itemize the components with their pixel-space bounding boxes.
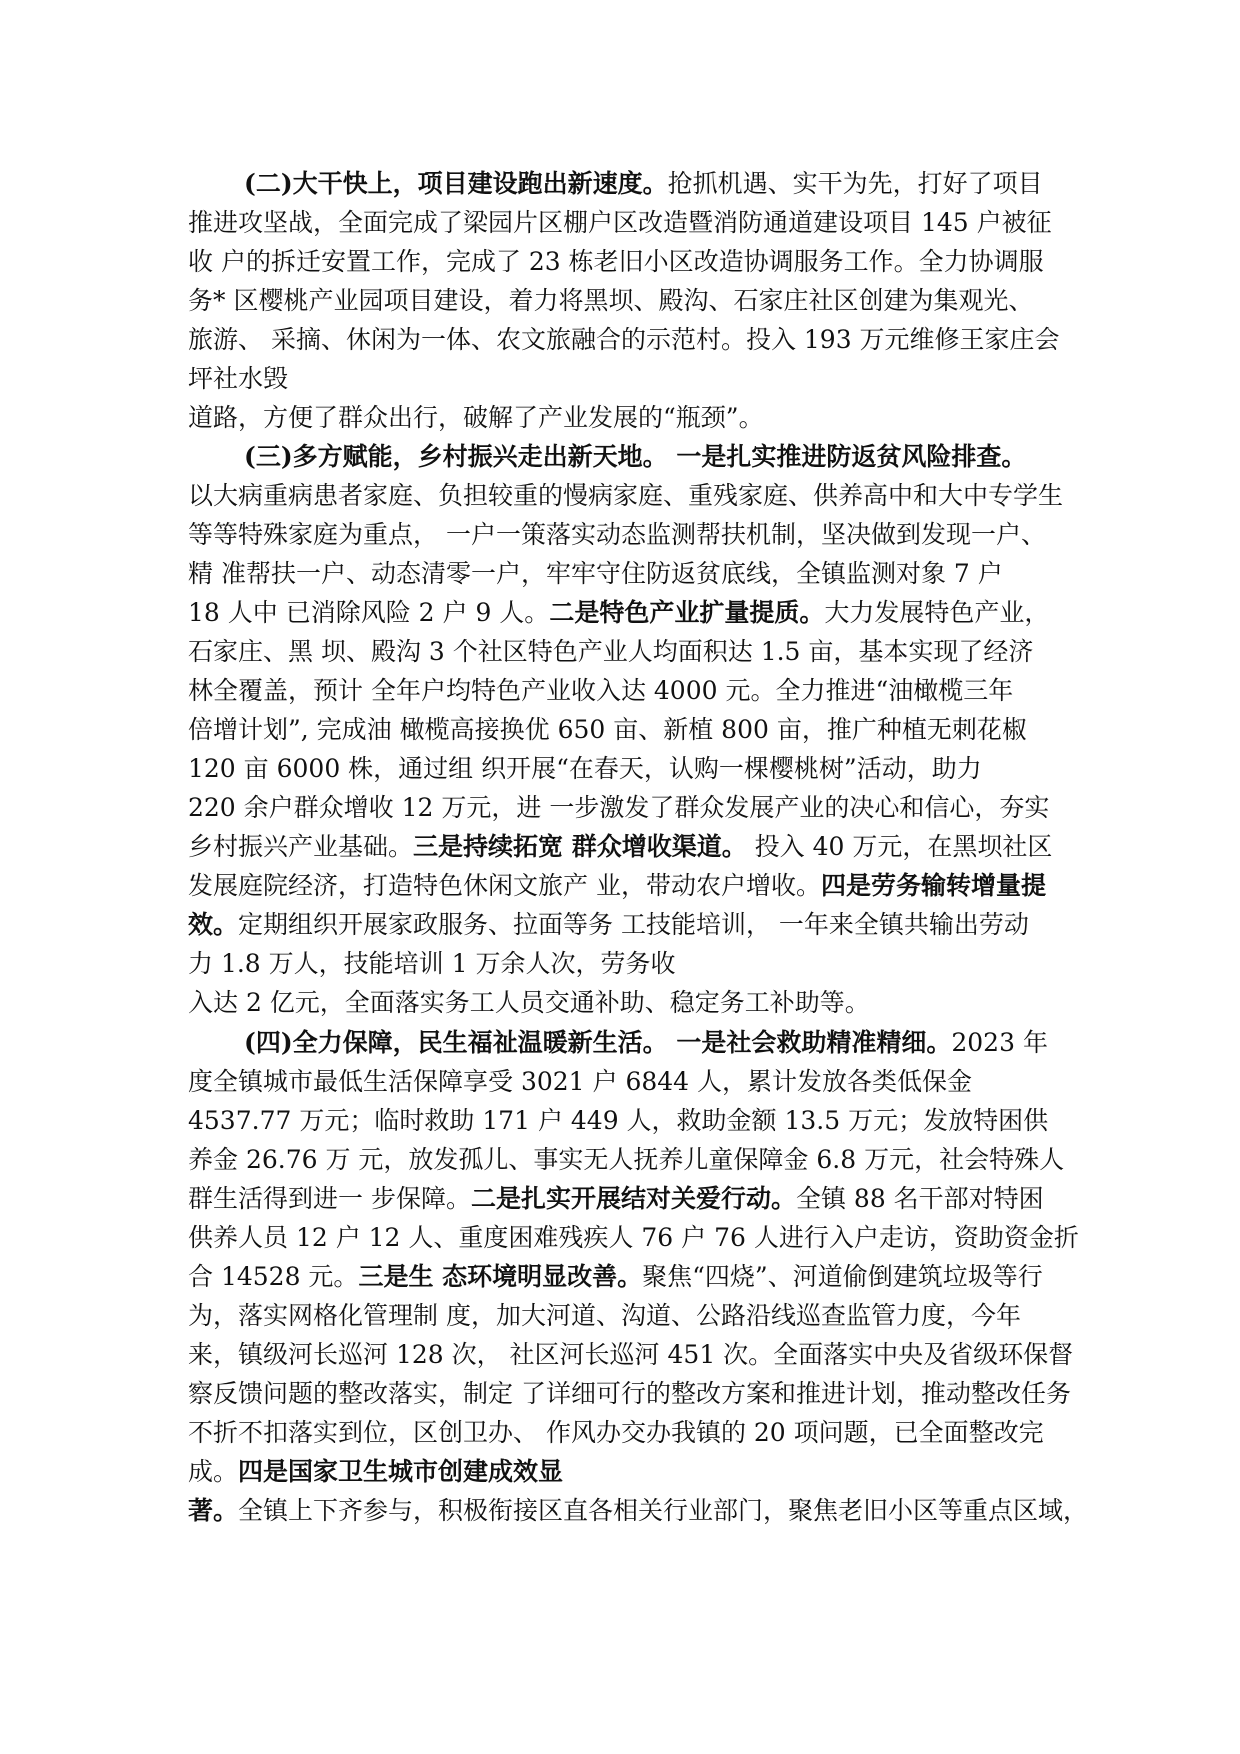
- text-run: 定期组织开展家政服务、拉面等务 工技能培训， 一年来全镇共输出劳动: [238, 910, 1029, 939]
- bold-text-run: (三)多方赋能，乡村振兴走出新天地。 一是扎实推进防返贫风险排查。: [244, 442, 1027, 471]
- text-run: 精 准帮扶一户、动态清零一户，牢牢守住防返贫底线，全镇监测对象 7 户: [188, 559, 1003, 588]
- text-run: 养金 26.76 万 元，放发孤儿、事实无人抚养儿童保障金 6.8 万元，社会特殊人: [188, 1145, 1065, 1174]
- text-run: 力 1.8 万人，技能培训 1 万余人次，劳务收: [188, 949, 676, 978]
- text-line: [188, 1062, 1058, 1101]
- text-line: [188, 1335, 1074, 1374]
- text-run: 度全镇城市最低生活保障享受 3021 户 6844 人，累计发放各类低保金: [188, 1067, 973, 1096]
- text-line: [188, 866, 1058, 905]
- bold-text-run: 二是扎实开展结对关爱行动。: [470, 1184, 796, 1213]
- text-run: 18 人中 已消除风险 2 户 9 人。: [188, 598, 550, 627]
- text-line: [188, 203, 1058, 242]
- text-line: [188, 242, 1058, 281]
- text-line: [188, 593, 1058, 632]
- text-run: 2023 年: [951, 1028, 1048, 1057]
- text-run: 为，落实网格化管理制 度，加大河道、沟道、公路沿线巡查监管力度，今年: [188, 1301, 1021, 1330]
- text-line: [188, 1218, 1079, 1257]
- text-line: [188, 320, 1058, 359]
- bold-text-run: 三是生 态环境明显改善。: [358, 1262, 643, 1291]
- text-run: 石家庄、黑 坝、殿沟 3 个社区特色产业人均面积达 1.5 亩，基本实现了经济: [188, 637, 1034, 666]
- text-run: 群生活得到进一 步保障。: [188, 1184, 471, 1213]
- text-line: [188, 1374, 1071, 1413]
- bold-text-run: 著。: [188, 1496, 239, 1525]
- text-run: 乡村振兴产业基础。: [188, 832, 414, 861]
- text-line: [188, 671, 1058, 710]
- text-run: 来，镇级河长巡河 128 次， 社区河长巡河 451 次。全面落实中央及省级环保督: [188, 1340, 1074, 1369]
- text-line: [188, 944, 1058, 983]
- bold-text-run: 二是特色产业扩量提质。: [549, 598, 825, 627]
- bold-text-run: 四是国家卫生城市创建成效显: [238, 1457, 564, 1486]
- text-line: [188, 476, 1064, 515]
- text-run: 不折不扣落实到位，区创卫办、 作风办交办我镇的 20 项问题，已全面整改完: [188, 1418, 1044, 1447]
- bold-text-run: (二)大干快上，项目建设跑出新速度。: [244, 169, 668, 198]
- text-run: 发展庭院经济，打造特色休闲文旅产 业，带动农户增收。: [188, 871, 821, 900]
- text-line: [188, 1179, 1058, 1218]
- text-line: [188, 905, 1058, 944]
- text-run: 以大病重病患者家庭、负担较重的慢病家庭、重残家庭、供养高中和大中专学生: [188, 481, 1064, 510]
- text-line: [188, 1296, 1058, 1335]
- text-run: 供养人员 12 户 12 人、重度困难残疾人 76 户 76 人进行入户走访，资助资金折: [188, 1223, 1079, 1252]
- text-line: [188, 827, 1058, 866]
- text-run: 投入 40 万元，在黑坝社区: [746, 832, 1053, 861]
- text-run: 聚焦“四烧”、河道偷倒建筑垃圾等行: [642, 1262, 1043, 1291]
- text-line: [188, 710, 1058, 749]
- text-line: [188, 632, 1058, 671]
- text-run: 察反馈问题的整改落实，制定 了详细可行的整改方案和推进计划，推动整改任务: [188, 1379, 1071, 1408]
- text-line: [188, 1413, 1058, 1452]
- text-line: [188, 437, 1058, 476]
- text-run: 等等特殊家庭为重点， 一户一策落实动态监测帮扶机制，坚决做到发现一户、: [188, 520, 1046, 549]
- section-project-construction: [188, 164, 1058, 437]
- bold-text-run: (四)全力保障，民生福祉温暖新生活。 一是社会救助精准精细。: [244, 1028, 952, 1057]
- text-line: [188, 359, 1058, 398]
- text-run: 合 14528 元。: [188, 1262, 359, 1291]
- text-line: [188, 1023, 1058, 1062]
- bold-text-run: 效。: [188, 910, 239, 939]
- text-line: [188, 1140, 1065, 1179]
- text-line: [188, 398, 1058, 437]
- text-line: [188, 554, 1058, 593]
- text-line: [188, 1491, 1089, 1530]
- text-line: [188, 1257, 1058, 1296]
- text-run: 林全覆盖，预计 全年户均特色产业收入达 4000 元。全力推进“油橄榄三年: [188, 676, 1014, 705]
- bold-text-run: 四是劳务输转增量提: [820, 871, 1046, 900]
- text-run: 220 余户群众增收 12 万元，进 一步激发了群众发展产业的决心和信心，夯实: [188, 793, 1050, 822]
- text-run: 120 亩 6000 株，通过组 织开展“在春天，认购一棵樱桃树”活动，助力: [188, 754, 982, 783]
- section-livelihood: [188, 1023, 1089, 1530]
- text-line: [188, 515, 1058, 554]
- text-line: [188, 788, 1058, 827]
- text-run: 旅游、 采摘、休闲为一体、农文旅融合的示范村。投入 193 万元维修王家庄会: [188, 325, 1060, 354]
- text-run: 倍增计划”, 完成油 橄榄高接换优 650 亩、新植 800 亩，推广种植无刺花椒: [188, 715, 1027, 744]
- text-line: [188, 281, 1058, 320]
- text-run: 抢抓机遇、实干为先，打好了项目: [667, 169, 1043, 198]
- text-run: 坪社水毁: [188, 364, 289, 393]
- text-line: [188, 749, 1058, 788]
- text-run: 道路，方便了群众出行，破解了产业发展的“瓶颈”。: [188, 403, 764, 432]
- text-run: 4537.77 万元；临时救助 171 户 449 人，救助金额 13.5 万元；发放特困供: [188, 1106, 1049, 1135]
- text-line: [188, 1101, 1058, 1140]
- text-run: 全镇上下齐参与，积极衔接区直各相关行业部门，聚焦老旧小区等重点区域，: [238, 1496, 1089, 1525]
- text-run: 入达 2 亿元，全面落实务工人员交通补助、稳定务工补助等。: [188, 988, 870, 1017]
- text-run: 务* 区樱桃产业园项目建设，着力将黑坝、殿沟、石家庄社区创建为集观光、: [188, 286, 1034, 315]
- text-line: [188, 164, 1058, 203]
- text-run: 收 户的拆迁安置工作，完成了 23 栋老旧小区改造协调服务工作。全力协调服: [188, 247, 1044, 276]
- text-run: 成。: [188, 1457, 239, 1486]
- text-run: 大力发展特色产业，: [824, 598, 1050, 627]
- text-run: 全镇 88 名干部对特困: [795, 1184, 1044, 1213]
- text-run: 推进攻坚战，全面完成了梁园片区棚户区改造暨消防通道建设项目 145 户被征: [188, 208, 1052, 237]
- text-line: [188, 1452, 1058, 1491]
- section-rural-revitalization: [188, 437, 1064, 1022]
- bold-text-run: 三是持续拓宽 群众增收渠道。: [413, 832, 747, 861]
- text-line: [188, 983, 1058, 1022]
